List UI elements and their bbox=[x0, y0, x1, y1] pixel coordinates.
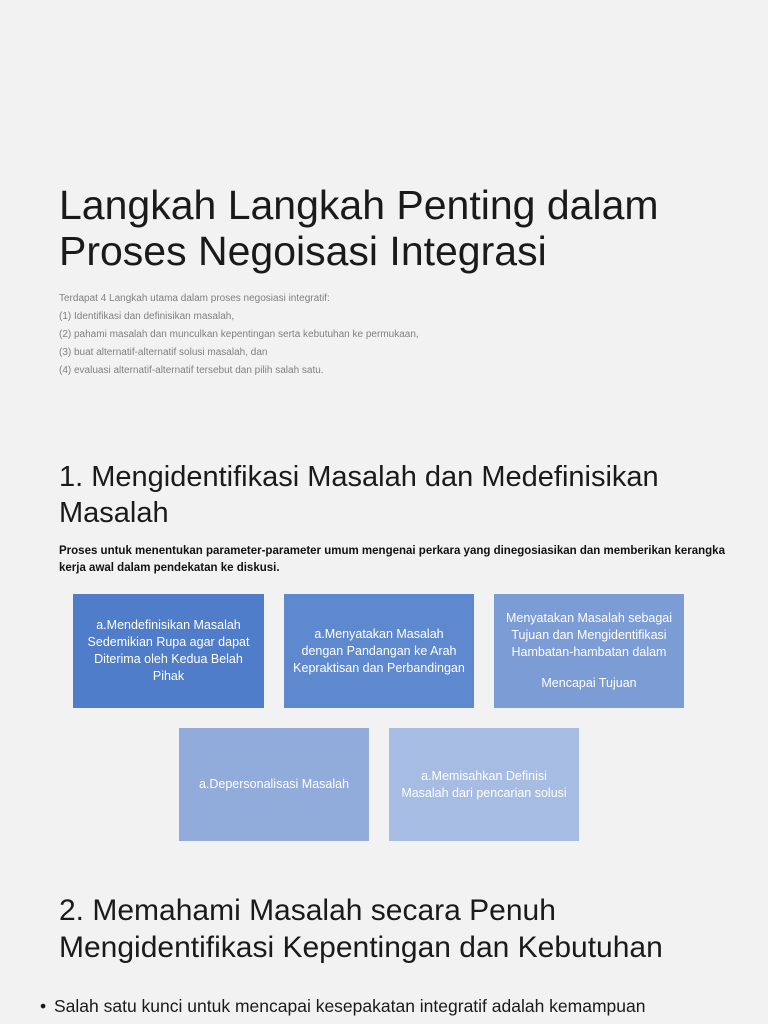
step-box-label: a.Mendefinisikan Masalah Sedemikian Rupa agar dapat Diterima oleh Kedua Belah Pihak bbox=[87, 618, 250, 683]
step-box-define-acceptable bbox=[73, 594, 264, 708]
intro-line: (1) Identifikasi dan definisikan masalah, bbox=[59, 311, 235, 322]
step-box-label-continued: Mencapai Tujuan bbox=[541, 676, 637, 690]
step-box-label: Menyatakan Masalah sebagai Tujuan dan Mengidentifikasi Hambatan-hambatan dalam bbox=[505, 611, 673, 659]
step-box-label: a.Memisahkan Definisi Masalah dari pencarian solusi bbox=[401, 768, 567, 800]
section-1-title: 1. Mengidentifikasi Masalah dan Medefinisikan Masalah bbox=[59, 461, 659, 529]
bullet-text: Salah satu kunci untuk mencapai kesepakatan integratif adalah kemampuan bbox=[54, 996, 646, 1016]
step-box-label: a.Depersonalisasi Masalah bbox=[198, 777, 350, 791]
page-title: Langkah Langkah Penting dalam Proses Negoisasi Integrasi bbox=[59, 182, 659, 274]
step-box-practical-view bbox=[284, 594, 474, 708]
intro-line: (2) pahami masalah dan munculkan kepentingan serta kebutuhan ke permukaan, bbox=[59, 329, 419, 340]
step-box-label: a.Menyatakan Masalah dengan Pandangan ke Arah Kepraktisan dan Perbandingan bbox=[293, 626, 465, 675]
section-2-title: 2. Memahami Masalah secara Penuh Mengidentifikasi Kepentingan dan Kebutuhan bbox=[59, 894, 663, 964]
step-box-goal-obstacles bbox=[494, 594, 684, 708]
step-box-separate-definition bbox=[389, 728, 579, 841]
bullet-marker: • bbox=[40, 996, 47, 1016]
step-box-depersonalize bbox=[179, 728, 369, 841]
section-1-description: Proses untuk menentukan parameter-parameter umum mengenai perkara yang dinegosiasikan dan memberikan kerangka kerja awal dalam pendekatan ke diskusi. bbox=[59, 545, 725, 574]
intro-line: Terdapat 4 Langkah utama dalam proses negosiasi integratif: bbox=[59, 293, 330, 304]
intro-line: (4) evaluasi alternatif-alternatif tersebut dan pilih salah satu. bbox=[59, 365, 324, 376]
intro-list bbox=[59, 290, 739, 380]
bullet-item bbox=[40, 994, 768, 1018]
intro-line: (3) buat alternatif-alternatif solusi masalah, dan bbox=[59, 347, 268, 358]
